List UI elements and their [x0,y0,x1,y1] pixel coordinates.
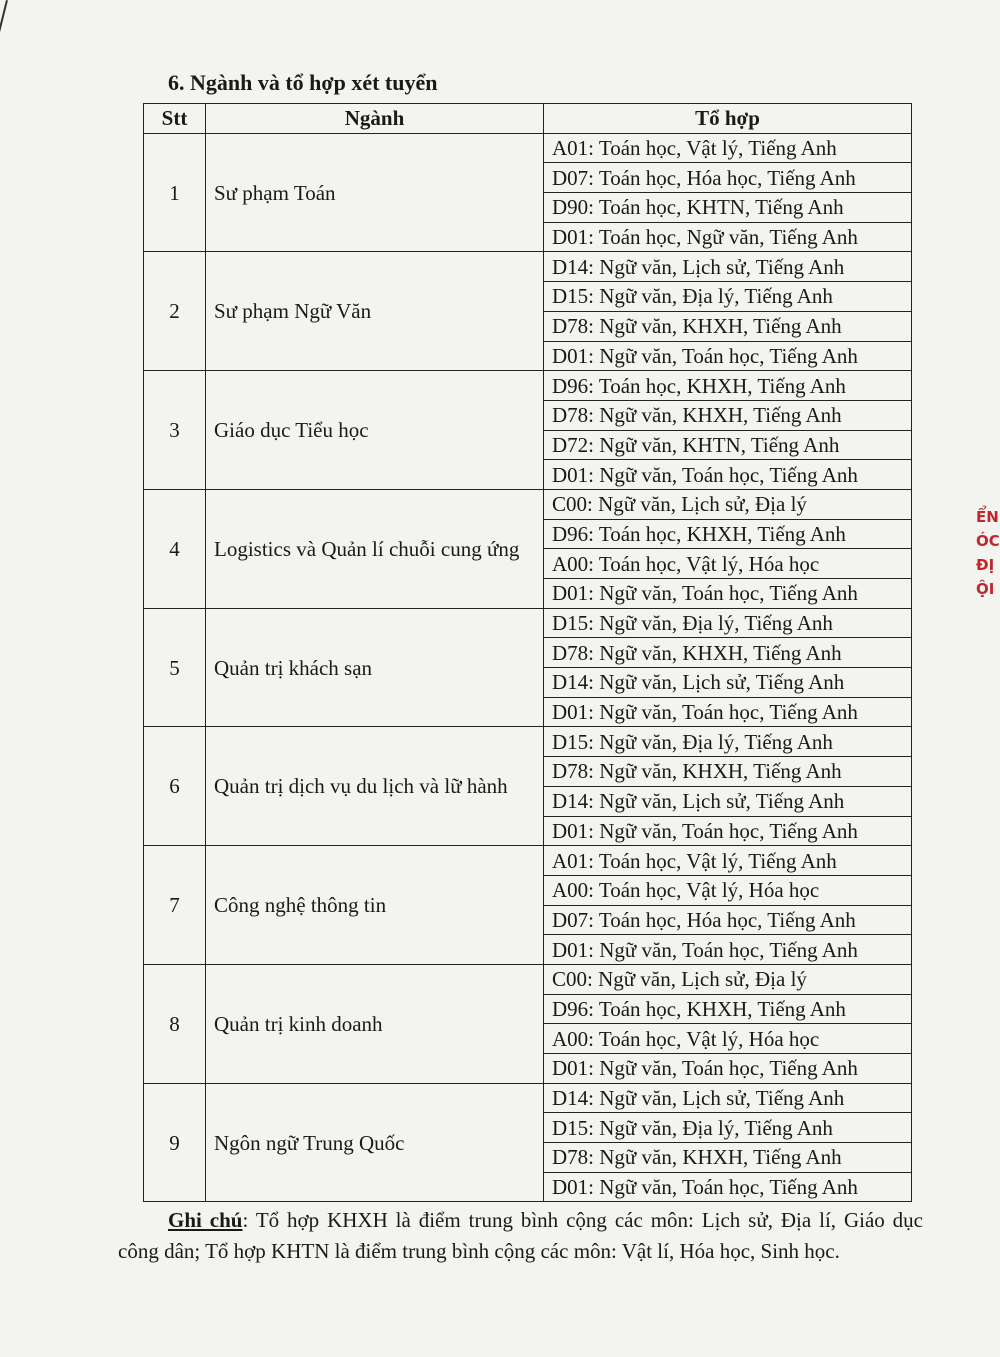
row-combo: A01: Toán học, Vật lý, Tiếng Anh [544,846,912,876]
table-row [144,371,912,401]
row-combo: D78: Ngữ văn, KHXH, Tiếng Anh [544,638,912,668]
note-text: : Tổ hợp KHXH là điểm trung bình cộng các môn: Lịch sử, Địa lí, Giáo dục công dân; Tổ hợp KHTN là điểm trung bình cộng các môn: Vật lí, Hóa học, Sinh học. [118,1208,924,1263]
row-major: Logistics và Quản lí chuỗi cung ứng [206,489,544,608]
row-combo: D01: Ngữ văn, Toán học, Tiếng Anh [544,1054,912,1084]
admission-table [143,103,912,1202]
row-combo: D01: Ngữ văn, Toán học, Tiếng Anh [544,579,912,609]
row-major: Quản trị dịch vụ du lịch và lữ hành [206,727,544,846]
table-row [144,608,912,638]
row-stt: 2 [144,252,206,371]
row-combo: D01: Ngữ văn, Toán học, Tiếng Anh [544,935,912,965]
page-edge-mark [0,0,8,156]
row-combo: D14: Ngữ văn, Lịch sử, Tiếng Anh [544,1083,912,1113]
row-stt: 1 [144,133,206,252]
row-major: Sư phạm Toán [206,133,544,252]
row-combo: D96: Toán học, KHXH, Tiếng Anh [544,519,912,549]
note-paragraph [118,1205,923,1267]
row-stt: 3 [144,371,206,490]
row-combo: D78: Ngữ văn, KHXH, Tiếng Anh [544,757,912,787]
row-stt: 9 [144,1083,206,1202]
row-major: Quản trị khách sạn [206,608,544,727]
row-major: Công nghệ thông tin [206,846,544,965]
row-combo: D96: Toán học, KHXH, Tiếng Anh [544,371,912,401]
row-combo: D01: Ngữ văn, Toán học, Tiếng Anh [544,1172,912,1202]
row-combo: D78: Ngữ văn, KHXH, Tiếng Anh [544,400,912,430]
row-combo: D14: Ngữ văn, Lịch sử, Tiếng Anh [544,786,912,816]
row-combo: A00: Toán học, Vật lý, Hóa học [544,1024,912,1054]
row-major: Ngôn ngữ Trung Quốc [206,1083,544,1202]
table-row [144,252,912,282]
row-combo: D01: Ngữ văn, Toán học, Tiếng Anh [544,341,912,371]
row-stt: 6 [144,727,206,846]
table-header-row [144,104,912,134]
row-combo: D15: Ngữ văn, Địa lý, Tiếng Anh [544,727,912,757]
table-body [144,133,912,1202]
table-row [144,1083,912,1113]
row-combo: D15: Ngữ văn, Địa lý, Tiếng Anh [544,282,912,312]
table-row [144,964,912,994]
row-combo: D15: Ngữ văn, Địa lý, Tiếng Anh [544,608,912,638]
section-title: 6. Ngành và tổ hợp xét tuyển [168,70,438,95]
row-combo: A00: Toán học, Vật lý, Hóa học [544,549,912,579]
header-combos: Tổ hợp [544,104,912,134]
row-combo: D14: Ngữ văn, Lịch sử, Tiếng Anh [544,668,912,698]
row-major: Quản trị kinh doanh [206,964,544,1083]
row-combo: A00: Toán học, Vật lý, Hóa học [544,875,912,905]
row-combo: D78: Ngữ văn, KHXH, Tiếng Anh [544,1143,912,1173]
row-combo: D72: Ngữ văn, KHTN, Tiếng Anh [544,430,912,460]
row-stt: 4 [144,489,206,608]
header-stt: Stt [144,104,206,134]
row-combo: D15: Ngữ văn, Địa lý, Tiếng Anh [544,1113,912,1143]
red-stamp-fragment: ỂN ÓC ĐỊ ỘI [976,508,1000,598]
row-combo: D14: Ngữ văn, Lịch sử, Tiếng Anh [544,252,912,282]
row-major: Giáo dục Tiểu học [206,371,544,490]
row-combo: D01: Ngữ văn, Toán học, Tiếng Anh [544,697,912,727]
row-combo: D01: Ngữ văn, Toán học, Tiếng Anh [544,816,912,846]
row-combo: A01: Toán học, Vật lý, Tiếng Anh [544,133,912,163]
row-combo: D07: Toán học, Hóa học, Tiếng Anh [544,905,912,935]
row-combo: C00: Ngữ văn, Lịch sử, Địa lý [544,964,912,994]
row-combo: D07: Toán học, Hóa học, Tiếng Anh [544,163,912,193]
note-label: Ghi chú [168,1208,243,1232]
row-stt: 7 [144,846,206,965]
row-stt: 8 [144,964,206,1083]
row-major: Sư phạm Ngữ Văn [206,252,544,371]
table-row [144,489,912,519]
row-combo: C00: Ngữ văn, Lịch sử, Địa lý [544,489,912,519]
table-row [144,727,912,757]
table-row [144,133,912,163]
row-combo: D96: Toán học, KHXH, Tiếng Anh [544,994,912,1024]
row-combo: D90: Toán học, KHTN, Tiếng Anh [544,193,912,223]
table-row [144,846,912,876]
row-combo: D01: Ngữ văn, Toán học, Tiếng Anh [544,460,912,490]
row-stt: 5 [144,608,206,727]
row-combo: D01: Toán học, Ngữ văn, Tiếng Anh [544,222,912,252]
header-major: Ngành [206,104,544,134]
row-combo: D78: Ngữ văn, KHXH, Tiếng Anh [544,311,912,341]
